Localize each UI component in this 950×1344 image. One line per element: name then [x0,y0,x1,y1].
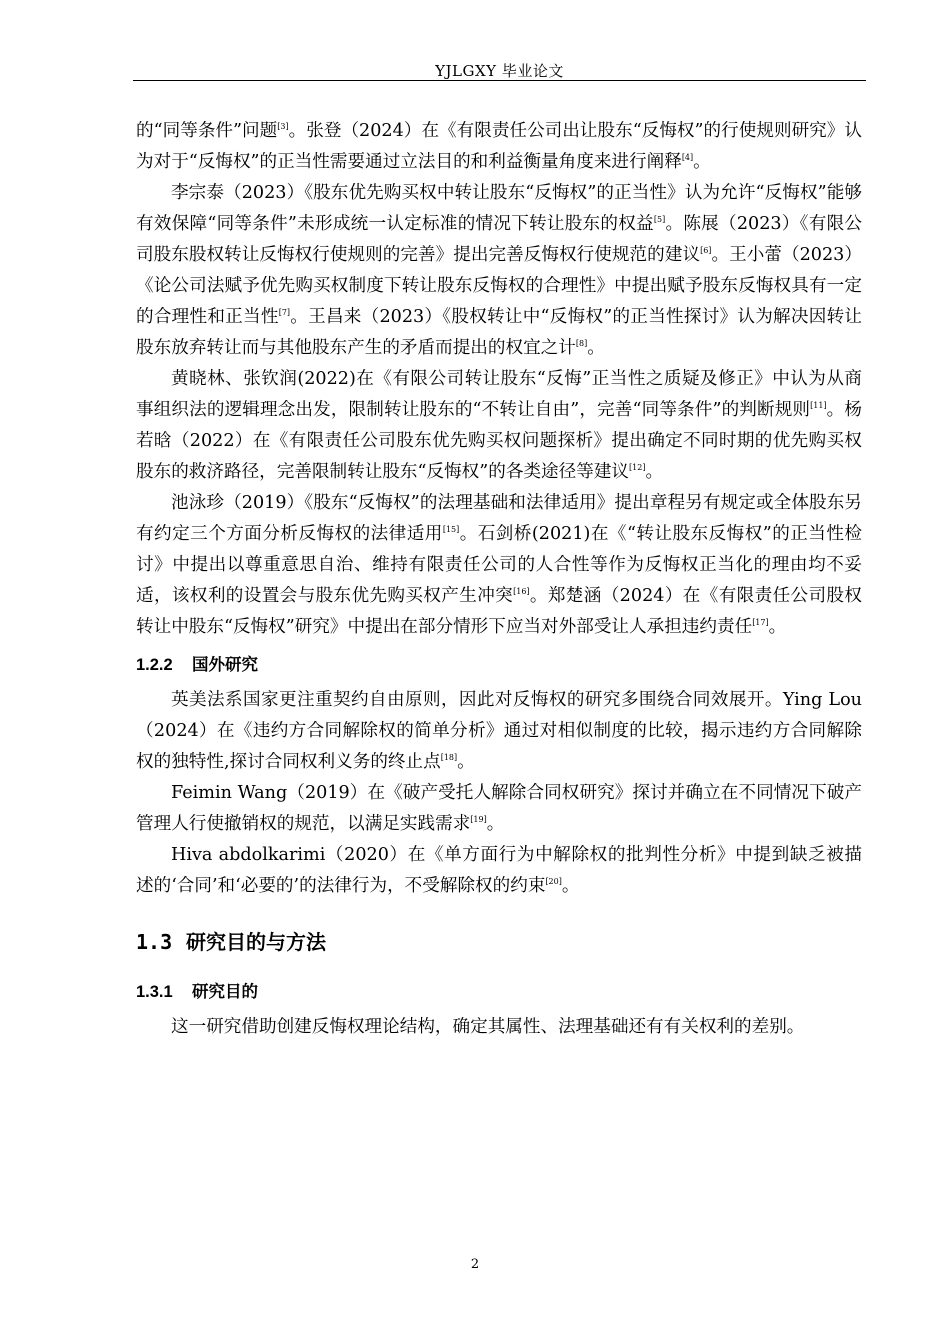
paragraph-4 [136,488,862,643]
text-run: 。 [457,752,475,772]
text-run: 英美法系国家更注重契约自由原则，因此对反悔权的研究多围绕合同效展开。Ying Lou（2024）在《违约方合同解除权的简单分析》通过对相似制度的比较，揭示违约方合同解除权的独特性,探讨合同权利义务的终止点 [136,690,862,772]
text-run: 。王小蕾（2023）《论公司法赋予优先购买权制度下转让股东反悔权的合理性》中提出赋予股东反悔权具有一定的合理性和正当性 [136,245,862,327]
heading-title: 研究目的 [192,982,258,1001]
text-run: 。 [645,462,664,482]
heading-title: 研究目的与方法 [186,930,326,954]
text-run: 。郑楚涵（2024）在《有限责任公司股权转让中股东“反悔权”研究》中提出在部分情形下应当对外部受让人承担违约责任 [136,586,862,637]
text-run: 。 [768,617,787,637]
paragraph-2 [136,178,862,364]
section-heading-1-3 [136,922,862,962]
text-run: 。杨若晗（2022）在《有限责任公司股东优先购买权问题探析》提出确定不同时期的优先购买权股东的救济路径，完善限制转让股东“反悔权”的各类途径等建议 [136,400,862,482]
text-run: 黄晓林、张钦润(2022)在《有限公司转让股东“反悔”正当性之质疑及修正》中认为从商事组织法的逻辑理念出发，限制转让股东的“不转让自由”，完善“同等条件”的判断规则 [136,369,862,420]
text-run: 李宗泰（2023）《股东优先购买权中转让股东“反悔权”的正当性》认为允许“反悔权”能够有效保障“同等条件”未形成统一认定标准的情况下转让股东的权益 [136,183,862,234]
paragraph-6 [136,778,862,840]
citation: [20] [545,877,562,886]
text-run: Hiva abdolkarimi（2020）在《单方面行为中解除权的批判性分析》中提到缺乏被描述的‘合同’和‘必要的’的法律行为，不受解除权的约束 [136,845,862,896]
heading-title: 国外研究 [192,655,258,674]
running-header: YJLGXY 毕业论文 [435,62,564,80]
citation: [3] [277,122,289,131]
citation: [17] [752,618,769,627]
page-body [136,116,862,1043]
text-run: 。 [693,152,711,172]
citation: [19] [470,815,487,824]
paragraph-1 [136,116,862,178]
paragraph-7 [136,840,862,902]
paragraph-5 [136,685,862,778]
page-number: 2 [470,1257,480,1272]
citation: [15] [442,525,460,534]
header-rule [133,80,866,81]
paragraph-3 [136,364,862,488]
text-run: 。 [587,338,605,358]
citation: [12] [629,463,646,472]
heading-number: 1.3 [136,930,173,954]
paragraph-8 [136,1012,862,1043]
citation: [8] [575,339,588,348]
text-run: 。陈展（2023）《有限公司股东股权转让反悔权行使规则的完善》提出完善反悔权行使规范的建议 [136,214,862,265]
text-run: 。 [486,814,505,834]
text-run: 。张登（2024）在《有限责任公司出让股东“反悔权”的行使规则研究》认为对于“反悔权”的正当性需要通过立法目的和利益衡量角度来进行阐释 [136,121,862,172]
citation: [7] [278,308,291,317]
citation: [5] [653,215,666,224]
citation: [6] [700,246,712,255]
heading-number: 1.3.1 [136,983,173,1001]
heading-number: 1.2.2 [136,656,173,674]
section-heading-1-2-2 [136,649,862,681]
text-run: 。 [561,876,580,896]
text-run: 的“同等条件”问题 [136,121,278,141]
citation: [11] [810,401,827,410]
text-run: 。王昌来（2023）《股权转让中“反悔权”的正当性探讨》认为解决因转让股东放弃转让而与其他股东产生的矛盾而提出的权宜之计 [136,307,862,358]
citation: [18] [440,753,458,762]
text-run: 池泳珍（2019）《股东“反悔权”的法理基础和法律适用》提出章程另有规定或全体股东另有约定三个方面分析反悔权的法律适用 [136,493,862,544]
citation: [4] [681,153,694,162]
text-run: Feimin Wang（2019）在《破产受托人解除合同权研究》探讨并确立在不同情况下破产管理人行使撤销权的规范，以满足实践需求 [136,783,862,834]
section-heading-1-3-1 [136,976,862,1008]
citation: [16] [513,587,530,596]
text-run: 。石剑桥(2021)在《“转让股东反悔权”的正当性检讨》中提出以尊重意思自治、维持有限责任公司的人合性等作为反悔权正当化的理由均不妥适，该权利的设置会与股东优先购买权产生冲突 [136,524,862,606]
text-run: 这一研究借助创建反悔权理论结构，确定其属性、法理基础还有有关权利的差别。 [171,1017,805,1037]
